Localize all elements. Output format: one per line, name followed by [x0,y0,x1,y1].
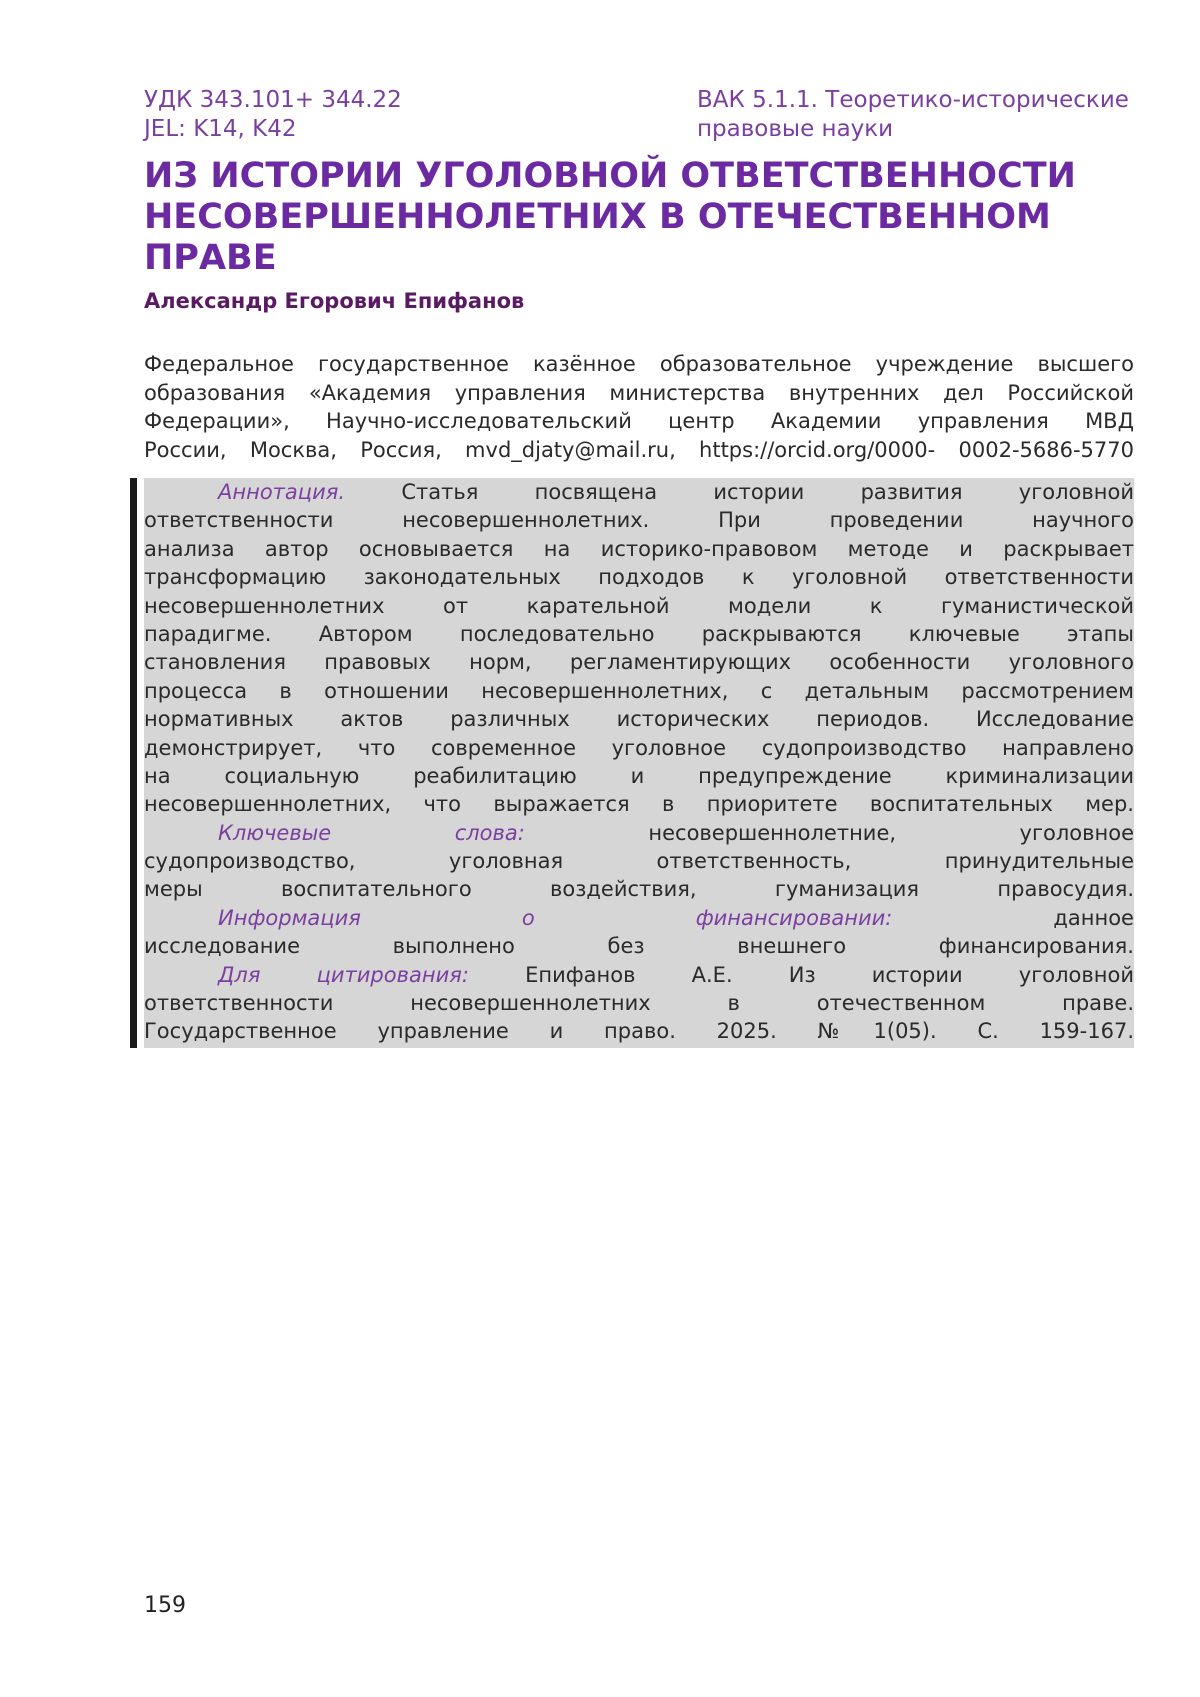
annotation-label: Аннотация. [218,480,346,504]
affiliation-line: Федеральное государственное казённое образовательное учреждение высшего [144,352,1134,376]
funding-label: Информация о финансировании: [218,905,893,930]
annotation-line: несовершеннолетних от карательной модели к гуманистической [144,593,1134,618]
citation-line: ответственности несовершеннолетних в отечественном праве. [144,991,1134,1016]
author-affiliation [144,350,1134,464]
annotation-line: анализа автор основывается на историко-правовом методе и раскрывает [144,536,1134,561]
title-line-2: НЕСОВЕРШЕННОЛЕТНИХ В ОТЕЧЕСТВЕННОМ [144,197,1051,237]
citation-line: Государственное управление и право. 2025. №1(05). С. 159-167. [144,1019,1134,1044]
keywords-label: Ключевые слова: [218,820,525,845]
abstract-annotation-first-line [144,478,1134,506]
annotation-first-text: Статья посвящена истории развития уголовной [401,480,1134,504]
classification-codes [144,86,664,144]
annotation-line: становления правовых норм, регламентирующих особенности уголовного [144,650,1134,675]
funding-first-text: данное [1053,905,1134,930]
keywords-line: судопроизводство, уголовная ответственность, принудительные [144,849,1134,874]
funding-first-line [144,904,1134,932]
udk-code: УДК 343.101+ 344.22 [144,87,402,113]
annotation-line: парадигме. Автором последовательно раскрываются ключевые этапы [144,621,1134,646]
annotation-line: трансформацию законодательных подходов к уголовной ответственности [144,565,1134,590]
keywords-first-text: несовершеннолетние, уголовное [648,820,1134,845]
affiliation-line: образования «Академия управления министерства внутренних дел Российской [144,380,1134,405]
vak-line-1: ВАК 5.1.1. Теоретико-исторические [697,87,1129,113]
abstract-text [144,478,1134,1046]
citation-label: Для цитирования: [218,962,469,987]
article-title [144,156,1134,279]
title-line-1: ИЗ ИСТОРИИ УГОЛОВНОЙ ОТВЕТСТВЕННОСТИ [144,156,1076,196]
vak-specialty [697,86,1137,144]
keywords-line: меры воспитательного воздействия, гуманизация правосудия. [144,877,1134,902]
funding-line: исследование выполнено без внешнего финансирования. [144,934,1134,959]
citation-first-line [144,961,1134,989]
annotation-line: процесса в отношении несовершеннолетних, с детальным рассмотрением [144,678,1134,703]
annotation-line: нормативных актов различных исторических периодов. Исследование [144,707,1134,732]
abstract-block [130,478,1134,1048]
annotation-line: несовершеннолетних, что выражается в приоритете воспитательных мер. [144,792,1134,817]
annotation-line: ответственности несовершеннолетних. При проведении научного [144,508,1134,533]
title-line-3: ПРАВЕ [144,238,277,278]
page-number: 159 [144,1593,186,1618]
jel-code: JEL: K14, K42 [144,116,297,142]
annotation-line: демонстрирует, что современное уголовное судопроизводство направлено [144,735,1134,760]
abstract-side-bar [130,478,137,1048]
annotation-line: на социальную реабилитацию и предупреждение криминализации [144,763,1134,788]
keywords-first-line [144,819,1134,847]
author-name: Александр Егорович Епифанов [144,289,525,313]
citation-first-text: Епифанов А.Е. Из истории уголовной [525,962,1134,987]
affiliation-line: России, Москва, Россия, mvd_djaty@mail.ru, https://orcid.org/0000- 0002-5686-5770 [144,437,1134,462]
vak-line-2: правовые науки [697,116,894,142]
affiliation-line: Федерации», Научно-исследовательский центр Академии управления МВД [144,409,1134,433]
